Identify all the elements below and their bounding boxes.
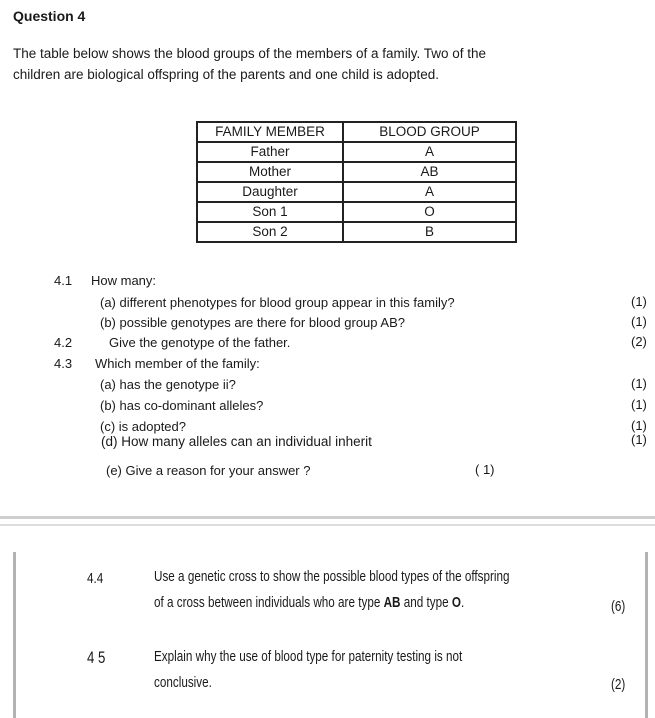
q44-line2-end: .	[460, 594, 465, 611]
q44-line2	[154, 594, 464, 611]
q43e-text: (e) Give a reason for your answer ?	[106, 463, 311, 478]
q43b-mark: (1)	[631, 397, 647, 412]
q43e-mark: ( 1)	[475, 462, 495, 477]
left-border-line	[13, 552, 16, 718]
q42-number: 4.2	[54, 335, 73, 350]
q43-text: Which member of the family:	[95, 356, 260, 371]
q41-text: How many:	[91, 273, 157, 288]
q41b-mark: (1)	[631, 314, 647, 329]
q43d-text: (d) How many alleles can an individual inherit	[101, 434, 372, 449]
q44-number: 4.4	[87, 570, 104, 587]
q42-mark: (2)	[631, 334, 647, 349]
q43a-text: (a) has the genotype ii?	[100, 377, 236, 392]
group-cell: B	[343, 222, 516, 242]
intro-line-1: The table below shows the blood groups of the members of a family. Two of the	[13, 46, 487, 61]
table-row	[197, 162, 516, 182]
member-cell: Father	[197, 142, 343, 162]
table-row	[197, 202, 516, 222]
q43b-text: (b) has co-dominant alleles?	[100, 398, 264, 413]
q43a-mark: (1)	[631, 376, 647, 391]
group-cell: AB	[343, 162, 516, 182]
member-cell: Son 1	[197, 202, 343, 222]
q44-line2-mid: and type	[400, 594, 452, 611]
q42-text: Give the genotype of the father.	[109, 335, 291, 350]
header-blood-group: BLOOD GROUP	[343, 122, 516, 142]
question-title: Question 4	[13, 8, 86, 24]
blood-group-table	[196, 121, 517, 243]
right-border-line	[645, 552, 648, 718]
member-cell: Mother	[197, 162, 343, 182]
q41-number: 4.1	[54, 273, 73, 288]
group-cell: O	[343, 202, 516, 222]
table-row	[197, 222, 516, 242]
q45-line1: Explain why the use of blood type for paternity testing is not	[154, 648, 463, 665]
q45-line2: conclusive.	[154, 674, 212, 691]
table-row	[197, 142, 516, 162]
group-cell: A	[343, 182, 516, 202]
q44-mark: (6)	[611, 598, 626, 615]
header-family-member: FAMILY MEMBER	[197, 122, 343, 142]
q44-line1: Use a genetic cross to show the possible blood types of the offspring	[154, 568, 510, 585]
intro-line-2: children are biological offspring of the parents and one child is adopted.	[13, 67, 440, 82]
q43d-mark: (1)	[631, 432, 647, 447]
q45-number: 4 5	[87, 648, 106, 667]
member-cell: Daughter	[197, 182, 343, 202]
q41a-mark: (1)	[631, 294, 647, 309]
q43c-mark: (1)	[631, 418, 647, 433]
page-separator-secondary	[0, 524, 655, 526]
question-intro	[13, 43, 613, 85]
q41a-text: (a) different phenotypes for blood group appear in this family?	[100, 295, 455, 310]
q43c-text: (c) is adopted?	[100, 419, 186, 434]
table-header-row	[197, 122, 516, 142]
page-separator	[0, 516, 655, 519]
q44-blood-type-ab: AB	[383, 594, 401, 611]
member-cell: Son 2	[197, 222, 343, 242]
table-row	[197, 182, 516, 202]
q44-blood-type-o: O	[451, 594, 461, 611]
q43-number: 4.3	[54, 356, 73, 371]
q41b-text: (b) possible genotypes are there for blood group AB?	[100, 315, 405, 330]
q45-mark: (2)	[611, 676, 626, 693]
group-cell: A	[343, 142, 516, 162]
q44-line2-text: of a cross between individuals who are type	[154, 594, 384, 611]
